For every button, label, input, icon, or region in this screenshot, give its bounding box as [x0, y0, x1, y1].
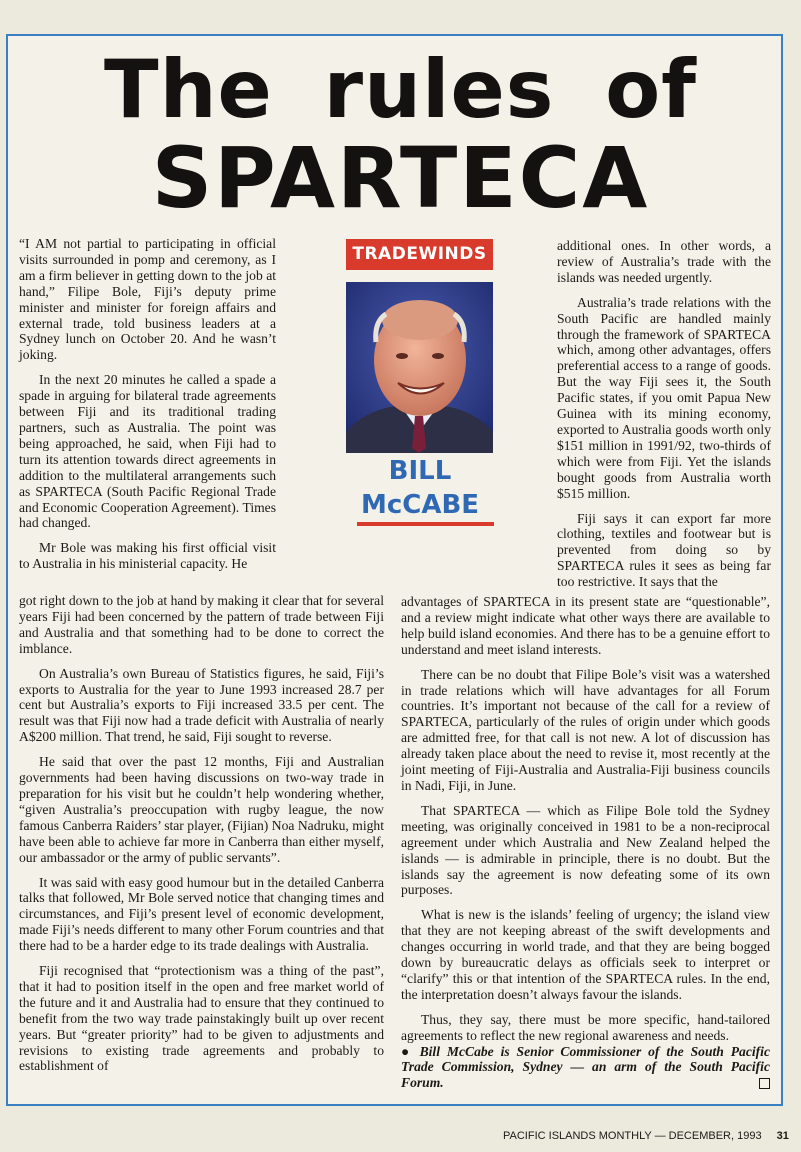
paragraph: What is new is the islands’ feeling of urgency; the island view that they are not keeping abreast of the swift developments and changes occurring in world trade, and that they are being bogged down by bureaucratic delays as officials seek to interpret or “clarify” this or that intention of the SPARTECA rules. In the end, the interpretation doesn’t always favour the islands. — [401, 907, 770, 1002]
paragraph: got right down to the job at hand by making it clear that for several years Fiji had been concerned by the pattern of trade between Fiji and Australia and that something had to be done to correct the imblance. — [19, 593, 384, 656]
byline-divider — [357, 522, 494, 526]
column-label-badge: TRADEWINDS — [346, 239, 493, 270]
paragraph: Australia’s trade relations with the South Pacific are handled mainly through the framework of SPARTECA which, among other advantages, offers preferential access to a range of goods. But the way Fiji sees it, the South Pacific states, if you omit Papua New Guinea with its mining economy, exported to Australia goods worth only $151 million in 1991/92, two-thirds of which were from Fiji. Yet the islands bought goods from Australia worth $515 million. — [557, 294, 771, 501]
page-footer — [503, 1130, 789, 1142]
left-wide-column — [19, 593, 384, 1083]
paragraph: “I AM not partial to participating in official visits surrounded in pomp and ceremony, as I am a firm believer in getting down to the job at hand,” Filipe Bole, Fiji’s deputy prime minister and minister for foreign affairs and external trade, told business leaders at a Sydney lunch on October 20. And he wasn’t joking. — [19, 236, 276, 363]
author-note — [401, 1044, 770, 1092]
paragraph: On Australia’s own Bureau of Statistics figures, he said, Fiji’s exports to Australia for the year to June 1993 increased 28.7 per cent but Australia’s exports to Fiji increased 33.5 per cent. The result was that Fiji now had a trade deficit with Australia of nearly A$200 million. That trend, he said, Fiji sought to reverse. — [19, 665, 384, 745]
paragraph: He said that over the past 12 months, Fiji and Australian governments had been having discussions on two-way trade in preparation for his visit but he couldn’t help wondering whether, “given Australia’s preoccupation with rugby league, the now famous Canberra Raiders’ star player, (Fijian) Noa Nadruku, might have been able to achieve far more in Canberra than either myself, our ambassador or the army of public servants”. — [19, 754, 384, 865]
author-note-text: Bill McCabe is Senior Commissioner of the South Pacific Trade Commission, Sydney — an arm of the South Pacific Forum. — [401, 1043, 770, 1091]
bullet-icon: ● — [401, 1043, 413, 1059]
paragraph: additional ones. In other words, a review of Australia’s trade with the islands was needed urgently. — [557, 238, 771, 285]
author-last-name: McCABE — [360, 490, 480, 520]
paragraph: advantages of SPARTECA in its present state are “questionable”, and a review might indicate what other ways there are available to help build island economies. And there has to be a genuine effort to understand and meet island interests. — [401, 594, 770, 657]
publication-name: PACIFIC ISLANDS MONTHLY — DECEMBER, 1993 — [503, 1130, 762, 1142]
paragraph: Thus, they say, there must be more specific, hand-tailored agreements to reflect the new regional awareness and needs. — [401, 1011, 770, 1043]
headline-line-2: SPARTECA — [151, 129, 650, 227]
paragraph: In the next 20 minutes he called a spade a spade in arguing for bilateral trade agreements between Fiji and its traditional trading partners, such as Australia. The point was being approached, he said, when Fiji had to turn its attention towards direct agreements in addition to the multilateral arrangements such as SPARTECA (South Pacific Regional Trade and Economic Cooperation Agreement). Times had changed. — [19, 372, 276, 531]
paragraph: Mr Bole was making his first official visit to Australia in his ministerial capacity. He — [19, 540, 276, 572]
right-column — [557, 238, 771, 599]
paragraph: There can be no doubt that Filipe Bole’s visit was a watershed in trade relations which will have advantages for all Forum countries. It’s important not because of the call for a review of SPARTECA, particularly of the rules of origin under which goods are admitted free, for that call is not new. A lot of discussion has already taken place about the need to revise it, most recently at the joint meeting of Fiji-Australia and Australia-Fiji business councils in Nadi, Fiji, in June. — [401, 666, 770, 793]
author-first-name: BILL — [388, 456, 452, 486]
end-of-article-icon — [759, 1078, 770, 1089]
headline-line-1: The rules of — [104, 43, 697, 136]
author-photo — [346, 282, 493, 453]
portrait-photo-icon — [346, 282, 493, 453]
left-column — [19, 236, 276, 581]
page-number: 31 — [776, 1130, 789, 1142]
paragraph: Fiji recognised that “protectionism was a thing of the past”, that it had to position itself in the open and free market world of the future and it and Australia had to ensure that they continued to benefit from the two way trade painstakingly built up over recent years. But “greater priority” had to be given to adjustments and revisions to existing trade agreements and probably to establishment of — [19, 963, 384, 1074]
paragraph: Fiji says it can export far more clothing, textiles and footwear but is prevented from doing so by SPARTECA rules it sees as being far too restrictive. It says that the — [557, 510, 771, 590]
paragraph: That SPARTECA — which as Filipe Bole told the Sydney meeting, was originally conceived in 1981 to be a non-reciprocal agreement under which Australia and New Zealand helped the islands — is admirable in principle, there is no doubt. But the islands say the agreement is now defeating some of its own purposes. — [401, 802, 770, 898]
right-wide-column — [401, 594, 770, 1100]
paragraph: It was said with easy good humour but in the detailed Canberra talks that followed, Mr Bole served notice that changing times and circumstances, and Fiji’s present level of economic development, made Fiji’s needs different to many other Forum countries and that there had to be a harder edge to its trade dealings with Australia. — [19, 874, 384, 954]
